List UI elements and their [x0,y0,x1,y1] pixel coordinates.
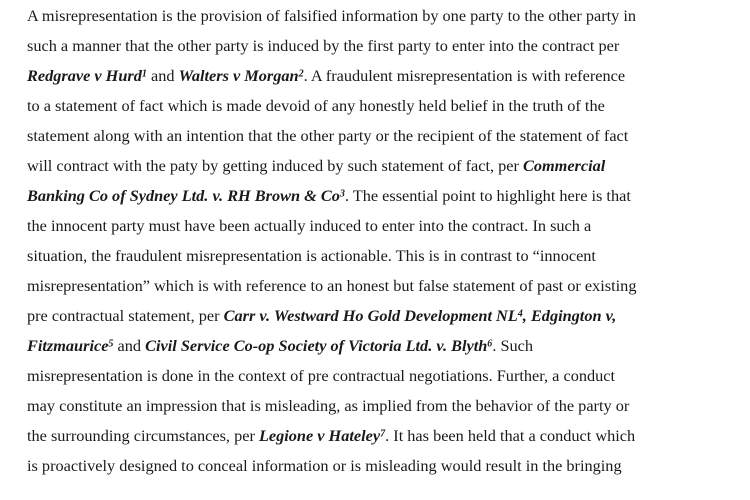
text-run: may constitute an impression that is misleading, as implied from the behavior of the party or [27,396,630,415]
case-citation: Banking Co of Sydney Ltd. v. RH Brown & Co [27,186,340,205]
case-citation: , [522,306,531,325]
footnote-marker: 7 [380,428,386,440]
case-citation: Walters v Morgan [178,66,299,85]
text-run: statement along with an intention that the other party or the recipient of the statement of fact [27,126,629,145]
case-citation: Commercial [522,156,606,175]
case-citation: Civil Service Co-op Society of Victoria Ltd. v. Blyth [145,336,488,355]
case-citation: Edgington v, [530,306,617,325]
text-line [27,241,727,271]
text-run: situation, the fraudulent misrepresentation is actionable. This is in contrast to “innocent [27,246,596,265]
case-citation: Redgrave v Hurd [27,66,142,85]
text-line [27,301,727,331]
text-run: A misrepresentation is the provision of falsified information by one party to the other party in [27,6,637,25]
text-run: misrepresentation” which is with reference to an honest but false statement of past or existing [27,276,637,295]
text-line [27,451,727,481]
text-run: is proactively designed to conceal information or is misleading would result in the bringing [27,456,622,475]
case-citation: Legione v Hateley [258,426,381,445]
text-run: will contract with the paty by getting induced by such statement of fact, per [27,156,523,175]
text-run: and [146,66,179,85]
text-line [27,361,727,391]
text-line [27,91,727,121]
text-line [27,421,727,451]
text-line [27,181,727,211]
text-run: . Such [492,336,534,355]
footnote-marker: 1 [141,68,147,80]
footnote-marker: 3 [339,188,345,200]
text-line [27,1,727,31]
text-line [27,121,727,151]
text-run: such a manner that the other party is induced by the first party to enter into the contract per [27,36,620,55]
text-run: to a statement of fact which is made devoid of any honestly held belief in the truth of the [27,96,605,115]
text-run: the innocent party must have been actually induced to enter into the contract. In such a [27,216,592,235]
text-run: misrepresentation is done in the context of pre contractual negotiations. Further, a conduct [27,366,616,385]
footnote-marker: 6 [487,338,493,350]
footnote-marker: 5 [108,338,114,350]
text-line [27,391,727,421]
text-run: and [113,336,146,355]
text-line [27,271,727,301]
footnote-marker: 2 [298,68,304,80]
case-citation: Fitzmaurice [27,336,109,355]
text-line [27,211,727,241]
text-line [27,151,727,181]
case-citation: Carr v. Westward Ho Gold Development NL [223,306,518,325]
body-paragraph [27,1,727,481]
text-run: . The essential point to highlight here is that [344,186,631,205]
text-run: the surrounding circumstances, per [27,426,259,445]
footnote-marker: 4 [517,308,523,320]
text-run: pre contractual statement, per [27,306,224,325]
text-line [27,61,727,91]
text-run: . It has been held that a conduct which [385,426,636,445]
text-line [27,31,727,61]
text-run: . A fraudulent misrepresentation is with reference [303,66,626,85]
text-line [27,331,727,361]
